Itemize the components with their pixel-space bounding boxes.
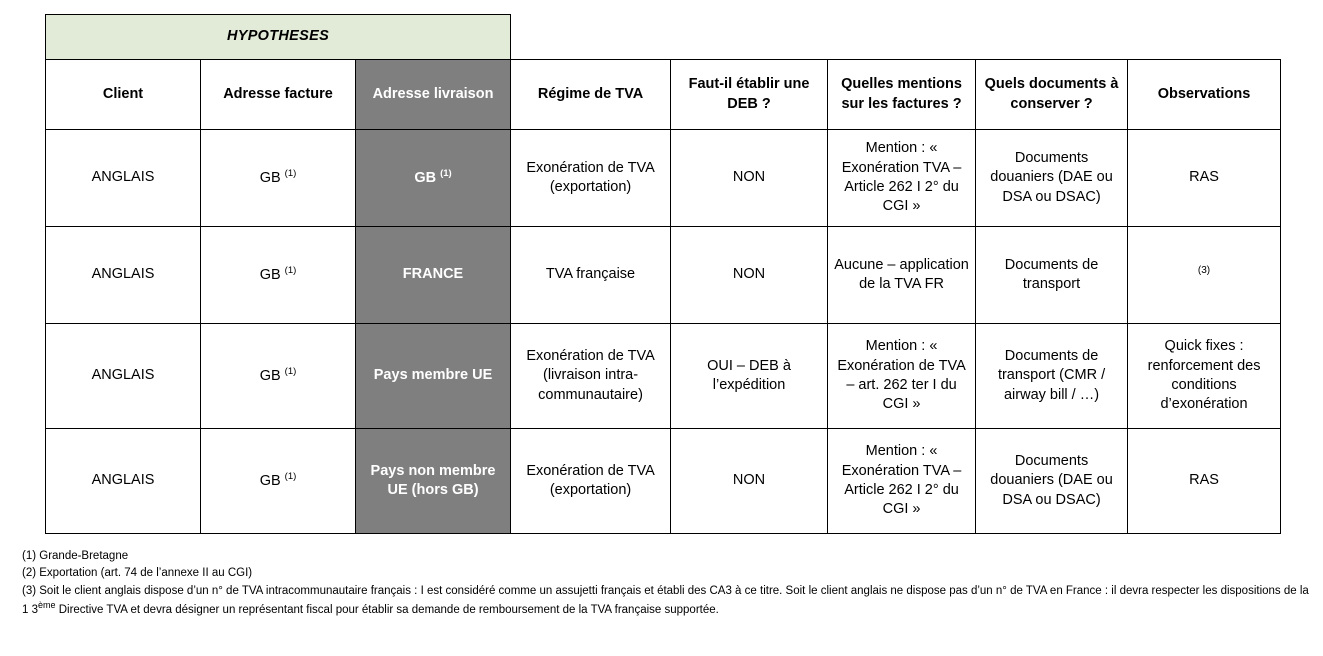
cell-adresse-livraison — [356, 324, 511, 429]
cell-adresse-livraison — [356, 227, 511, 324]
cell-regime-tva: Exonération de TVA (exportation) — [511, 130, 671, 227]
cell-mentions: Mention : « Exonération TVA – Article 262 I 2° du CGI » — [828, 130, 976, 227]
adresse-livraison-value: GB — [414, 169, 437, 186]
cell-deb: OUI – DEB à l’expédition — [671, 324, 828, 429]
cell-observations: Quick fixes : renforcement des conditions d’exonération — [1128, 324, 1281, 429]
adresse-livraison-value: Pays non membre UE (hors GB) — [370, 462, 496, 498]
cell-mentions: Mention : « Exonération de TVA – art. 262 ter I du CGI » — [828, 324, 976, 429]
header-regime-tva: Régime de TVA — [511, 60, 671, 130]
header-observations: Observations — [1128, 60, 1281, 130]
cell-observations: RAS — [1128, 130, 1281, 227]
footnote-3-part-a: (3) Soit le client anglais dispose d’un n° de TVA intracommunautaire français : I est considéré comme un assujetti français et établi des CA3 à ce titre. Soit le client anglais ne dispose pas d’un n° de TVA en France : il devra respecter les dispositions de la 1 3 — [22, 584, 1309, 616]
hypotheses-banner: HYPOTHESES — [46, 15, 511, 60]
header-deb: Faut-il établir une DEB ? — [671, 60, 828, 130]
header-documents: Quels documents à conserver ? — [976, 60, 1128, 130]
adresse-facture-value: GB — [259, 169, 281, 186]
cell-deb: NON — [671, 130, 828, 227]
table-row — [46, 227, 1281, 324]
adresse-facture-value: GB — [259, 266, 281, 283]
cell-adresse-facture — [201, 227, 356, 324]
cell-regime-tva: Exonération de TVA (livraison intra-communautaire) — [511, 324, 671, 429]
adresse-livraison-footnote-ref: (1) — [440, 167, 452, 179]
cell-client: ANGLAIS — [46, 130, 201, 227]
observations-footnote-ref: (3) — [1197, 265, 1211, 277]
cell-documents: Documents douaniers (DAE ou DSA ou DSAC) — [976, 130, 1128, 227]
cell-client: ANGLAIS — [46, 429, 201, 534]
cell-deb: NON — [671, 227, 828, 324]
tva-table — [45, 14, 1281, 534]
cell-adresse-livraison — [356, 130, 511, 227]
banner-empty-space — [511, 15, 1281, 60]
table-row — [46, 324, 1281, 429]
cell-mentions: Aucune – application de la TVA FR — [828, 227, 976, 324]
header-row — [46, 60, 1281, 130]
cell-observations — [1128, 227, 1281, 324]
adresse-livraison-value: FRANCE — [402, 266, 464, 283]
adresse-facture-footnote-ref: (1) — [284, 470, 297, 482]
cell-adresse-facture — [201, 324, 356, 429]
cell-mentions: Mention : « Exonération TVA – Article 262 I 2° du CGI » — [828, 429, 976, 534]
cell-adresse-livraison — [356, 429, 511, 534]
table-row — [46, 429, 1281, 534]
footnote-2: (2) Exportation (art. 74 de l’annexe II au CGI) — [22, 567, 253, 580]
adresse-facture-footnote-ref: (1) — [284, 264, 297, 276]
cell-documents: Documents de transport — [976, 227, 1128, 324]
tva-table-container — [45, 14, 1280, 534]
footnote-1: (1) Grande-Bretagne — [22, 550, 129, 562]
header-adresse-facture: Adresse facture — [201, 60, 356, 130]
cell-regime-tva: TVA française — [511, 227, 671, 324]
table-row — [46, 130, 1281, 227]
header-adresse-livraison: Adresse livraison — [356, 60, 511, 130]
adresse-facture-footnote-ref: (1) — [284, 167, 297, 179]
footnotes — [22, 548, 1312, 619]
cell-adresse-facture — [201, 130, 356, 227]
adresse-livraison-value: Pays membre UE — [373, 367, 493, 384]
cell-documents: Documents de transport (CMR / airway bill / …) — [976, 324, 1128, 429]
footnote-3-part-b: Directive TVA et devra désigner un représentant fiscal pour établir sa demande de remboursement de la TVA française supportée. — [55, 603, 719, 616]
cell-observations: RAS — [1128, 429, 1281, 534]
cell-regime-tva: Exonération de TVA (exportation) — [511, 429, 671, 534]
footnote-3-ordinal: ème — [38, 599, 56, 610]
banner-row — [46, 15, 1281, 60]
adresse-facture-footnote-ref: (1) — [284, 365, 297, 377]
header-client: Client — [46, 60, 201, 130]
cell-client: ANGLAIS — [46, 227, 201, 324]
cell-adresse-facture — [201, 429, 356, 534]
adresse-facture-value: GB — [259, 367, 281, 384]
cell-deb: NON — [671, 429, 828, 534]
adresse-facture-value: GB — [259, 472, 281, 489]
cell-documents: Documents douaniers (DAE ou DSA ou DSAC) — [976, 429, 1128, 534]
footnote-3 — [22, 583, 1312, 618]
cell-client: ANGLAIS — [46, 324, 201, 429]
header-mentions: Quelles mentions sur les factures ? — [828, 60, 976, 130]
